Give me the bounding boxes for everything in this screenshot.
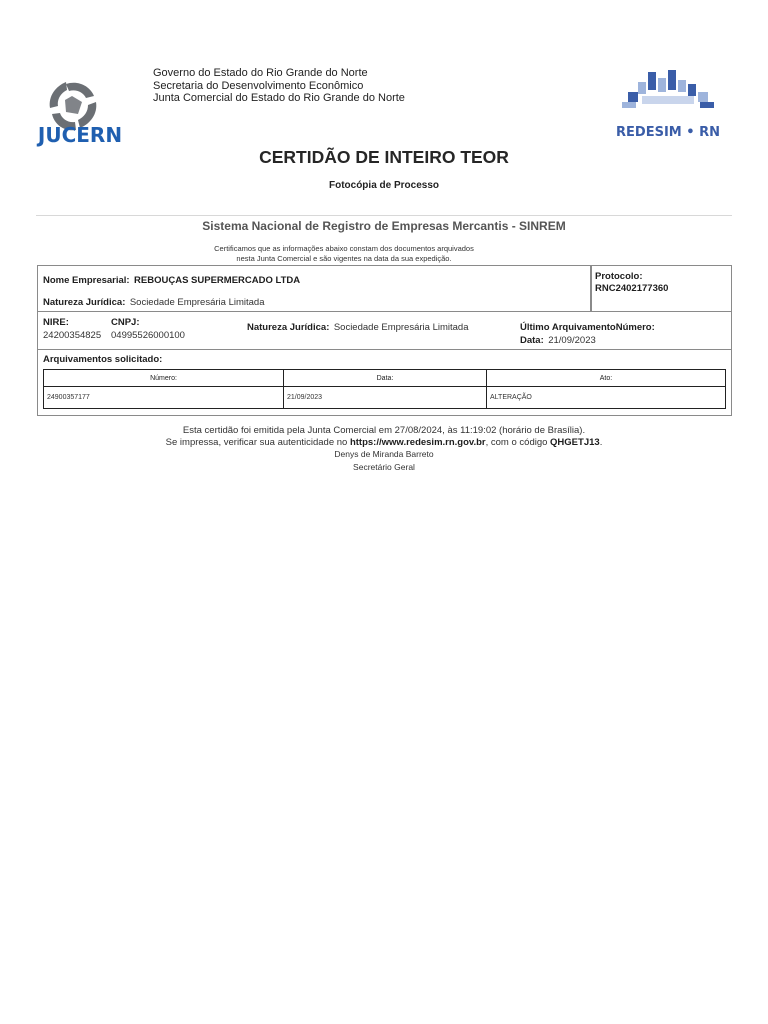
filing-date-cell: 21/09/2023: [284, 387, 487, 409]
registry-info-box: [37, 311, 732, 350]
certificate-footer: [0, 425, 768, 474]
verify-end: .: [599, 436, 603, 448]
registry-nature-row: [247, 317, 468, 335]
cnpj-value: 04995526000100: [111, 330, 185, 341]
verification-statement: [0, 437, 768, 449]
filings-header-number: Número:: [44, 370, 284, 387]
filings-title: Arquivamentos solicitado:: [43, 354, 163, 365]
company-box-divider: [590, 266, 592, 311]
nire-value: 24200354825: [43, 330, 102, 341]
company-nature-value: Sociedade Empresária Limitada: [129, 297, 265, 308]
gov-line-secretaria: Secretaria do Desenvolvimento Econômico: [153, 79, 364, 92]
registry-nature-label: Natureza Jurídica:: [247, 322, 330, 333]
company-nature-label: Natureza Jurídica:: [43, 297, 126, 308]
last-filing-date-label: Data:: [520, 335, 544, 346]
verify-code: QHGETJ13: [550, 436, 600, 448]
verify-prefix: Se impressa, verificar sua autenticidade no: [165, 436, 350, 448]
filing-number-cell: 24900357177: [44, 387, 284, 409]
document-title: CERTIDÃO DE INTEIRO TEOR: [259, 147, 509, 167]
gov-line-junta: Junta Comercial do Estado do Rio Grande do Norte: [153, 92, 405, 104]
redesim-wordmark: REDESIM • RN: [616, 125, 720, 140]
header-divider: [36, 215, 732, 216]
filings-header-row: [44, 370, 726, 387]
filings-box: [37, 349, 732, 416]
nire-label: NIRE:: [43, 317, 69, 328]
filing-act-cell: ALTERAÇÃO: [487, 387, 726, 409]
company-name-value: REBOUÇAS SUPERMERCADO LTDA: [134, 275, 301, 286]
company-name-label: Nome Empresarial:: [43, 275, 130, 286]
company-nature-row: [43, 292, 264, 310]
gov-line-state: Governo do Estado do Rio Grande do Norte: [153, 67, 368, 79]
verify-url-link[interactable]: https://www.redesim.rn.gov.br: [349, 436, 486, 448]
last-filing-label: Último Arquivamento: [520, 322, 616, 333]
filings-header-act: Ato:: [487, 370, 726, 387]
table-row: [44, 387, 726, 409]
jucern-logo: [36, 72, 124, 150]
signer-title: Secretário Geral: [353, 462, 415, 472]
cnpj-label: CNPJ:: [111, 317, 140, 328]
jucern-wordmark: JUCERN: [37, 123, 123, 147]
cert-note-line-2: nesta Junta Comercial e são vigentes na data da sua expedição.: [236, 253, 452, 263]
redesim-logo: [614, 68, 722, 142]
signer-name: Denys de Miranda Barreto: [334, 449, 434, 459]
cert-note-line-1: Certificamos que as informações abaixo constam dos documentos arquivados: [214, 244, 474, 253]
last-filing-number-label: Número:: [615, 322, 655, 333]
certification-note: [0, 244, 688, 263]
emission-statement: Esta certidão foi emitida pela Junta Comercial em 27/08/2024, às 11:19:02 (horário de Brasília).: [182, 425, 586, 436]
system-title: Sistema Nacional de Registro de Empresas Mercantis - SINREM: [202, 219, 566, 233]
filings-header-date: Data:: [284, 370, 487, 387]
registry-nature-value: Sociedade Empresária Limitada: [333, 322, 469, 333]
document-subtitle: Fotocópia de Processo: [328, 180, 440, 191]
last-filing-date-value: 21/09/2023: [548, 335, 596, 346]
company-info-box: [37, 265, 732, 312]
last-filing-date-row: [520, 330, 596, 348]
gov-header-lines: [153, 67, 405, 105]
filings-table: [43, 369, 726, 409]
company-name-row: [43, 270, 300, 288]
protocol-value: RNC2402177360: [595, 283, 669, 294]
protocol-label: Protocolo:: [595, 271, 643, 282]
verify-mid: , com o código: [485, 436, 551, 448]
